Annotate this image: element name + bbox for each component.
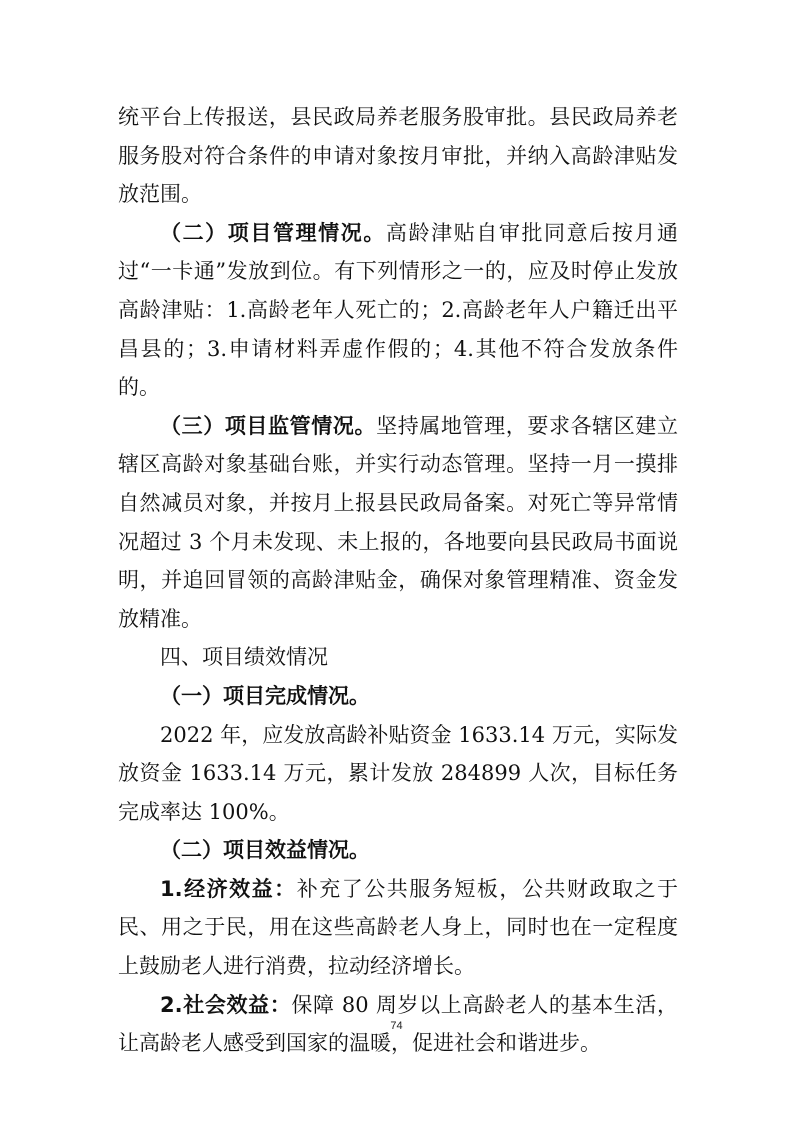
paragraph-completion: 2022 年，应发放高龄补贴资金 1633.14 万元，实际发放资金 1633.14 万元，累计发放 284899 人次，目标任务完成率达 100%。 [118, 722, 678, 824]
paragraph-economic-benefit [118, 870, 678, 986]
management-text: 高龄津贴自审批同意后按月通过“一卡通”发放到位。有下列情形之一的，应及时停止发放高龄津贴：1.高龄老年人死亡的；2.高龄老年人户籍迁出平昌县的；3.申请材料弄虚作假的；4.其他不符合发放条件的。 [118, 220, 679, 400]
paragraph-management [118, 214, 678, 407]
supervision-heading: （三）项目监管情况。 [160, 413, 377, 438]
social-benefit-text: 保障 80 周岁以上高龄老人的基本生活，让高龄老人感受到国家的温暖，促进社会和谐进步。 [118, 992, 678, 1056]
page-number: 74 [390, 1020, 403, 1032]
document-body [118, 98, 678, 1063]
social-benefit-label: 2.社会效益： [160, 992, 292, 1017]
subheading-benefits: （二）项目效益情况。 [160, 838, 370, 863]
paragraph-approval-continued: 统平台上传报送，县民政局养老服务股审批。县民政局养老服务股对符合条件的申请对象按月审批，并纳入高龄津贴发放范围。 [118, 105, 678, 207]
paragraph-supervision [118, 407, 678, 639]
subheading-completion: （一）项目完成情况。 [160, 683, 370, 708]
supervision-text: 坚持属地管理，要求各辖区建立辖区高龄对象基础台账，并实行动态管理。坚持一月一摸排自然减员对象，并按月上报县民政局备案。对死亡等异常情况超过 3 个月未发现、未上报的，各地要向县民政局书面说明，并追回冒领的高龄津贴金，确保对象管理精准、资金发放精准。 [118, 413, 679, 631]
management-heading: （二）项目管理情况。 [160, 220, 386, 245]
economic-benefit-text: 补充了公共服务短板，公共财政取之于民、用之于民，用在这些高龄老人身上，同时也在一定程度上鼓励老人进行消费，拉动经济增长。 [118, 876, 678, 979]
section-heading-performance: 四、项目绩效情况 [160, 645, 328, 670]
economic-benefit-label: 1.经济效益： [160, 876, 297, 901]
